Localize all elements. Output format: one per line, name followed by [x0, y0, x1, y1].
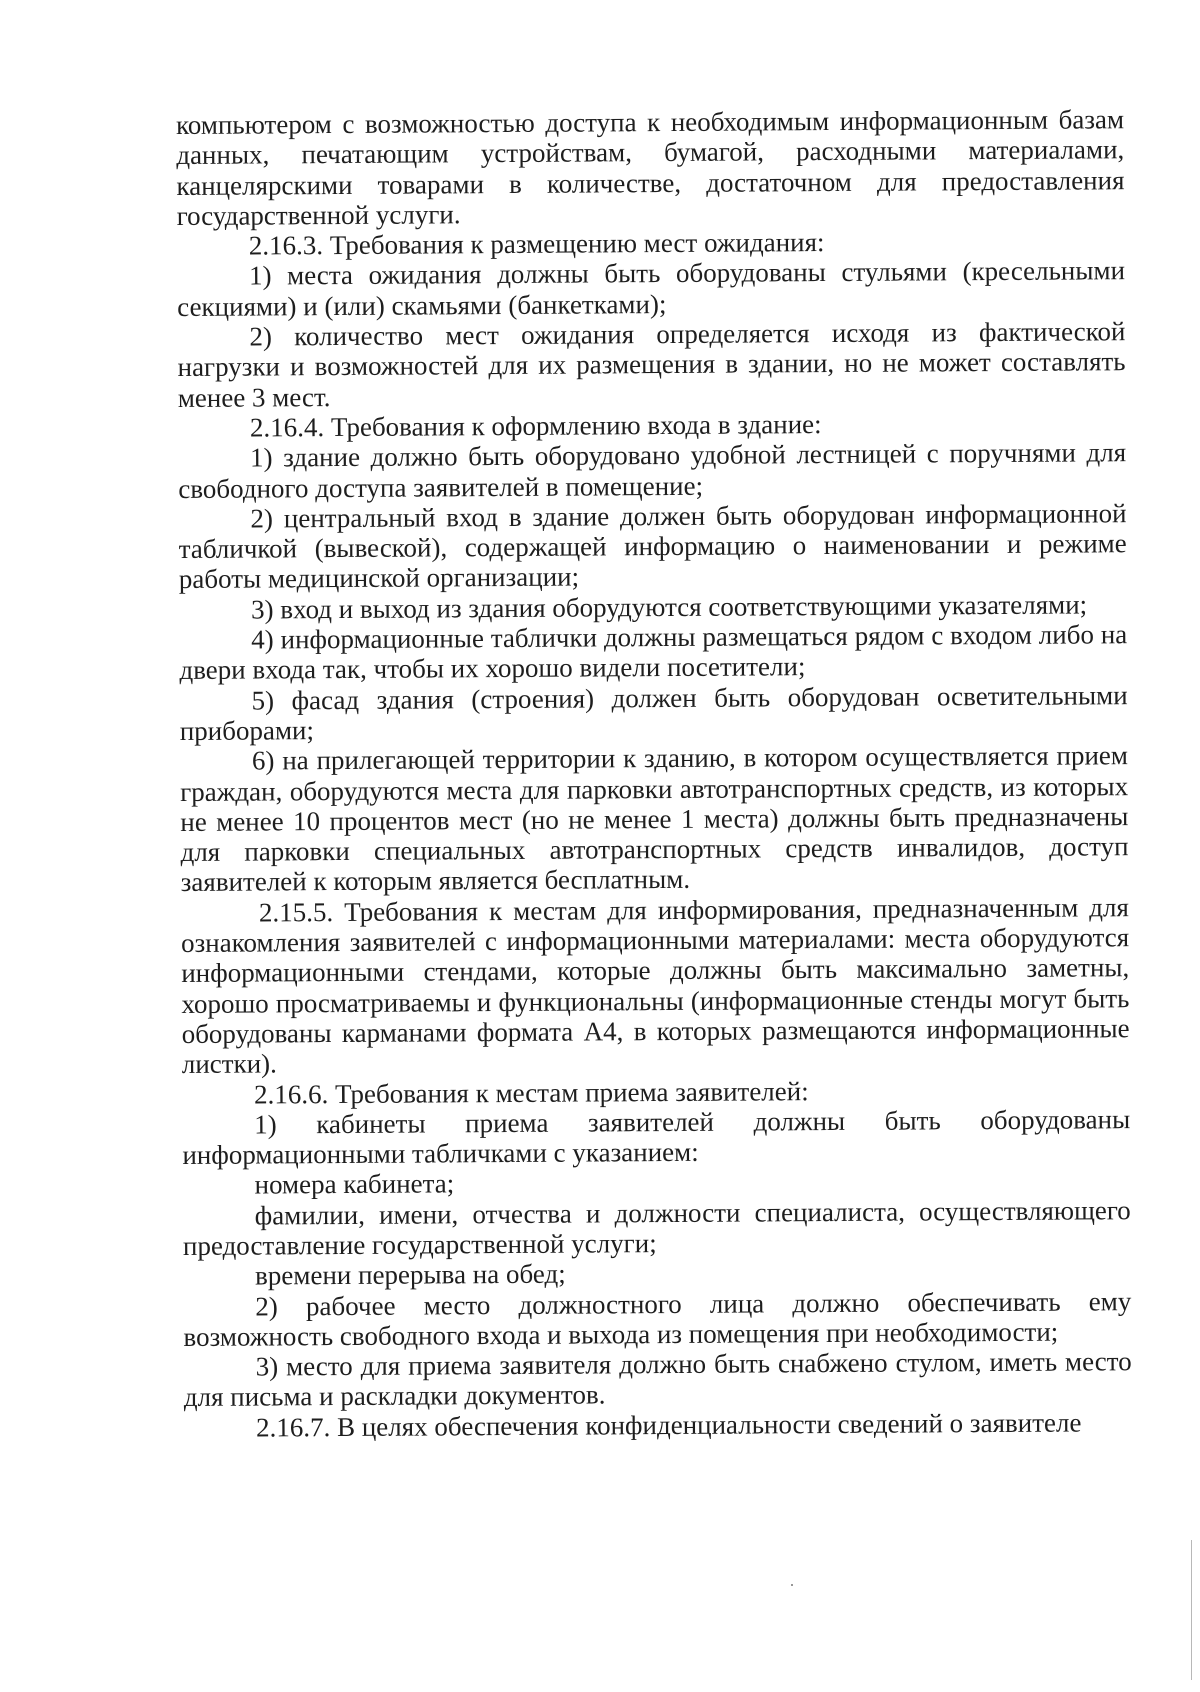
waiting-area-item-1: 1) места ожидания должны быть оборудованы стульями (кресельными секциями) и (или) скамьями (банкетками); — [177, 255, 1126, 322]
entrance-item-3: 3) вход и выход из здания оборудуются соответствующими указателями; — [250, 589, 1088, 625]
entrance-item-1: 1) здание должно быть оборудовано удобной лестницей с поручнями для свободного доступа заявителей в помещение; — [178, 437, 1127, 504]
entrance-item-5: 5) фасад здания (строения) должен быть оборудован осветительными приборами; — [179, 679, 1128, 746]
section-2-16-3-heading: 2.16.3. Требования к размещению мест ожидания: — [248, 227, 825, 261]
reception-item-2: 2) рабочее место должностного лица должно обеспечивать ему возможность свободного входа и выхода из помещения при необходимости; — [183, 1285, 1132, 1352]
entrance-item-2: 2) центральный вход в здание должен быть оборудован информационной табличкой (вывеской), содержащей информацию о наименовании и режиме работы медицинской организации; — [178, 498, 1127, 595]
reception-subitem-specialist: фамилии, имени, отчества и должности специалиста, осуществляющего предоставление государственной услуги; — [182, 1194, 1131, 1261]
scan-artifact-dot — [791, 1584, 793, 1586]
reception-subitem-lunch-break: времени перерыва на обед; — [255, 1258, 566, 1291]
section-2-16-4-heading: 2.16.4. Требования к оформлению входа в здание: — [249, 409, 822, 443]
reception-subitem-room-number: номера кабинета; — [254, 1168, 455, 1200]
section-2-16-6-heading: 2.16.6. Требования к местам приема заявителей: — [253, 1075, 809, 1110]
section-2-15-5-paragraph: 2.15.5. Требования к местам для информирования, предназначенным для ознакомления заявителей с информационными материалами: места оборудуются информационными стендами, которые должны быть максимально заметны, хорошо просматриваемы и функциональны (информационные стенды могут быть оборудованы карманами формата А4, в которых размещаются информационные листки). — [180, 891, 1130, 1080]
document-body — [176, 104, 1132, 1443]
paragraph-continuation: компьютером с возможностью доступа к необходимым информационным базам данных, печатающим устройствам, бумагой, расходными материалами, канцелярскими товарами в количестве, достаточном для предоставления государственной услуги. — [176, 104, 1125, 231]
reception-item-3: 3) место для приема заявителя должно быть снабжено стулом, иметь место для письма и раскладки документов. — [183, 1346, 1132, 1413]
section-2-16-7-start: 2.16.7. В целях обеспечения конфиденциальности сведений о заявителе — [255, 1407, 1082, 1443]
scan-artifact-edge — [1191, 1540, 1192, 1680]
reception-item-1: 1) кабинеты приема заявителей должны быть оборудованы информационными табличками с указанием: — [182, 1103, 1131, 1171]
entrance-item-4: 4) информационные таблички должны размещаться рядом с входом либо на двери входа так, чтобы их хорошо видели посетители; — [179, 619, 1128, 686]
entrance-item-6: 6) на прилегающей территории к зданию, в котором осуществляется прием граждан, оборудуются места для парковки автотранспортных средств, из которых не менее 10 процентов мест (но не менее 1 места) должны быть предназначены для парковки специальных автотранспортных средств инвалидов, доступ заявителей к которым является бесплатным. — [180, 740, 1129, 898]
waiting-area-item-2: 2) количество мест ожидания определяется исходя из фактической нагрузки и возможностей для их размещения в здании, но не может составлять менее 3 мест. — [177, 316, 1126, 413]
